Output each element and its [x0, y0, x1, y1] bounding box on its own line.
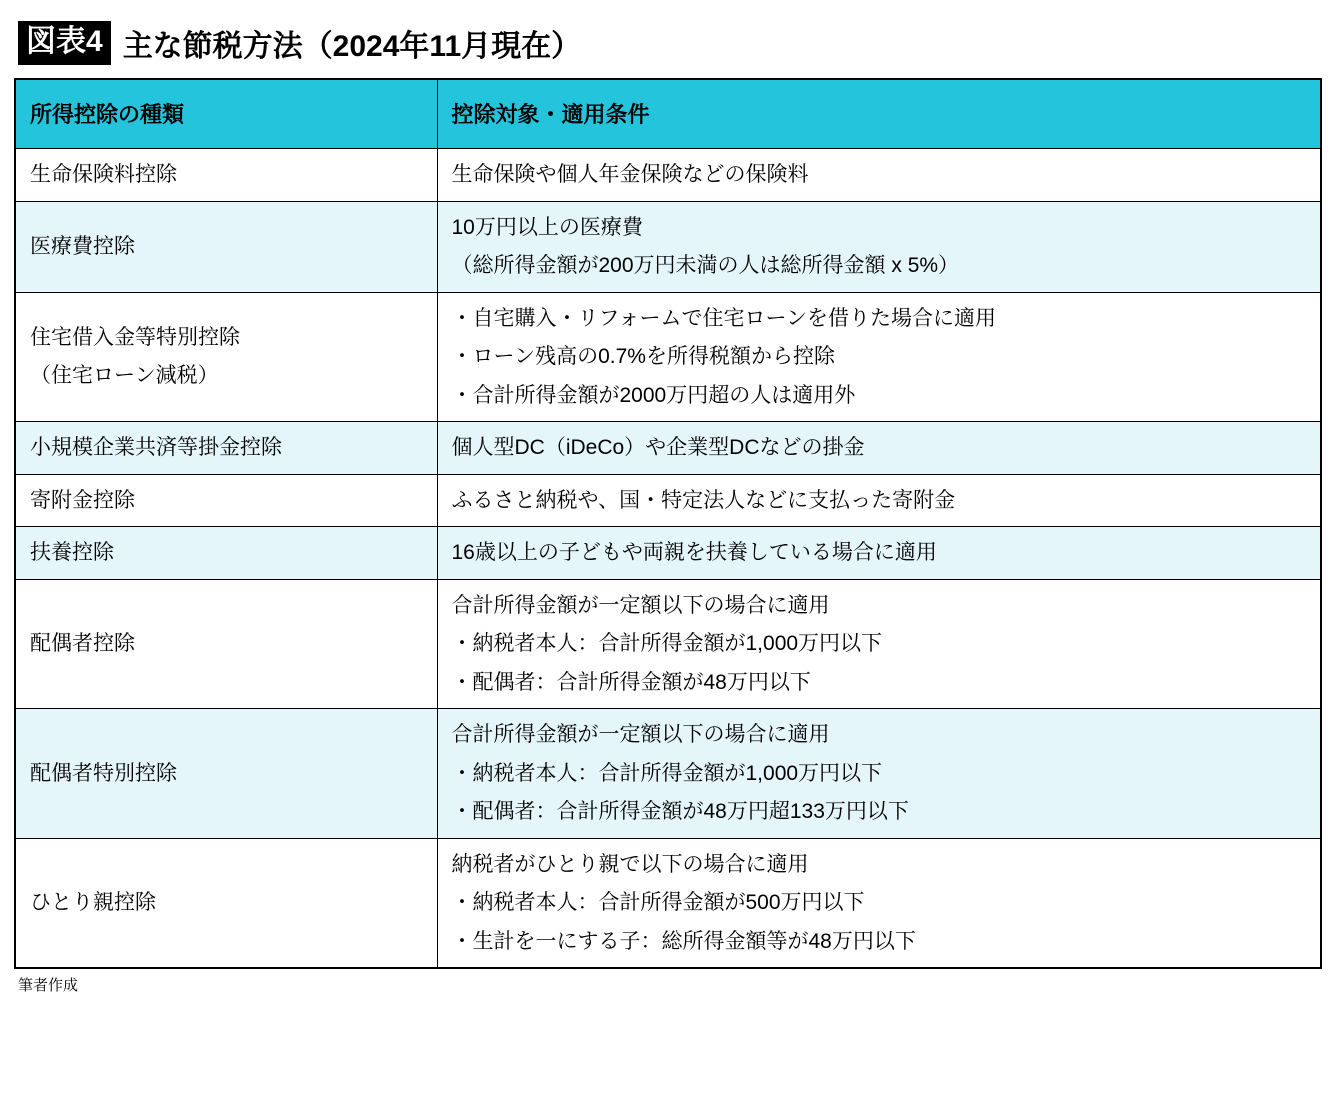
- cell-conditions: [437, 422, 1321, 475]
- condition-lines: [452, 432, 1307, 464]
- cell-conditions: [437, 527, 1321, 580]
- figure-number-badge: 図表4: [18, 21, 111, 65]
- condition-line: 合計所得金額が一定額以下の場合に適用: [451, 593, 830, 617]
- table-row: [15, 201, 1321, 292]
- table-header: [15, 79, 1321, 149]
- figure-title-text: 主な節税方法（2024年11月現在）: [122, 30, 582, 63]
- cell-deduction-type: 小規模企業共済等掛金控除: [15, 422, 437, 475]
- table-row: [15, 422, 1321, 475]
- condition-line: 個人型DC（iDeCo）や企業型DCなどの掛金: [451, 436, 865, 459]
- condition-lines: [452, 485, 1307, 517]
- cell-deduction-type: 扶養控除: [15, 527, 437, 580]
- column-header-conditions: 控除対象・適用条件: [437, 79, 1321, 149]
- table-row: [15, 527, 1321, 580]
- condition-lines: [452, 159, 1307, 191]
- condition-lines: [452, 303, 1307, 412]
- condition-line: ・配偶者：合計所得金額が48万円超133万円以下: [451, 800, 909, 823]
- condition-line: 16歳以上の子どもや両親を扶養している場合に適用: [451, 541, 937, 564]
- table-row: [15, 292, 1321, 422]
- condition-line: （総所得金額が200万円未満の人は総所得金額 x 5%）: [451, 254, 960, 277]
- deduction-type-line: （住宅ローン減税）: [30, 364, 219, 388]
- cell-conditions: [437, 838, 1321, 968]
- condition-line: 納税者がひとり親で以下の場合に適用: [451, 852, 809, 876]
- cell-conditions: [437, 201, 1321, 292]
- deduction-type-lines: [30, 322, 423, 392]
- condition-line: ふるさと納税や、国・特定法人などに支払った寄附金: [451, 488, 956, 512]
- cell-deduction-type: 生命保険料控除: [15, 149, 437, 202]
- column-header-deduction-type: 所得控除の種類: [15, 79, 437, 149]
- table-body: [15, 149, 1321, 969]
- deduction-type-line: 住宅借入金等特別控除: [30, 325, 240, 349]
- cell-deduction-type: 配偶者控除: [15, 579, 437, 709]
- cell-conditions: [437, 149, 1321, 202]
- cell-conditions: [437, 474, 1321, 527]
- table-row: [15, 149, 1321, 202]
- condition-line: 合計所得金額が一定額以下の場合に適用: [451, 723, 830, 746]
- table-row: [15, 709, 1321, 839]
- condition-line: ・自宅購入・リフォームで住宅ローンを借りた場合に適用: [451, 306, 997, 330]
- condition-lines: [452, 537, 1307, 569]
- tax-deduction-table: [14, 78, 1322, 969]
- condition-lines: [452, 719, 1307, 828]
- table-row: [15, 579, 1321, 709]
- cell-conditions: [437, 292, 1321, 422]
- condition-line: ・ローン残高の0.7%を所得税額から控除: [451, 345, 835, 368]
- condition-lines: [452, 212, 1307, 282]
- cell-deduction-type: 配偶者特別控除: [15, 709, 437, 839]
- condition-lines: [452, 849, 1307, 958]
- cell-conditions: [437, 709, 1321, 839]
- table-row: [15, 838, 1321, 968]
- cell-deduction-type: ひとり親控除: [15, 838, 437, 968]
- condition-line: ・配偶者：合計所得金額が48万円以下: [451, 670, 811, 694]
- condition-line: ・納税者本人：合計所得金額が500万円以下: [451, 891, 865, 914]
- cell-deduction-type: [15, 292, 437, 422]
- table-header-row: [15, 79, 1321, 149]
- source-note: 筆者作成: [18, 977, 79, 994]
- condition-lines: [452, 590, 1307, 699]
- condition-line: ・合計所得金額が2000万円超の人は適用外: [451, 383, 856, 407]
- condition-line: ・納税者本人：合計所得金額が1,000万円以下: [451, 761, 883, 785]
- cell-deduction-type: 寄附金控除: [15, 474, 437, 527]
- condition-line: 10万円以上の医療費: [451, 215, 643, 239]
- condition-line: 生命保険や個人年金保険などの保険料: [451, 163, 809, 186]
- condition-line: ・生計を一にする子：総所得金額等が48万円以下: [451, 929, 916, 953]
- cell-deduction-type: 医療費控除: [15, 201, 437, 292]
- cell-conditions: [437, 579, 1321, 709]
- table-row: [15, 474, 1321, 527]
- condition-line: ・納税者本人：合計所得金額が1,000万円以下: [451, 632, 883, 655]
- page-title: [18, 20, 1326, 66]
